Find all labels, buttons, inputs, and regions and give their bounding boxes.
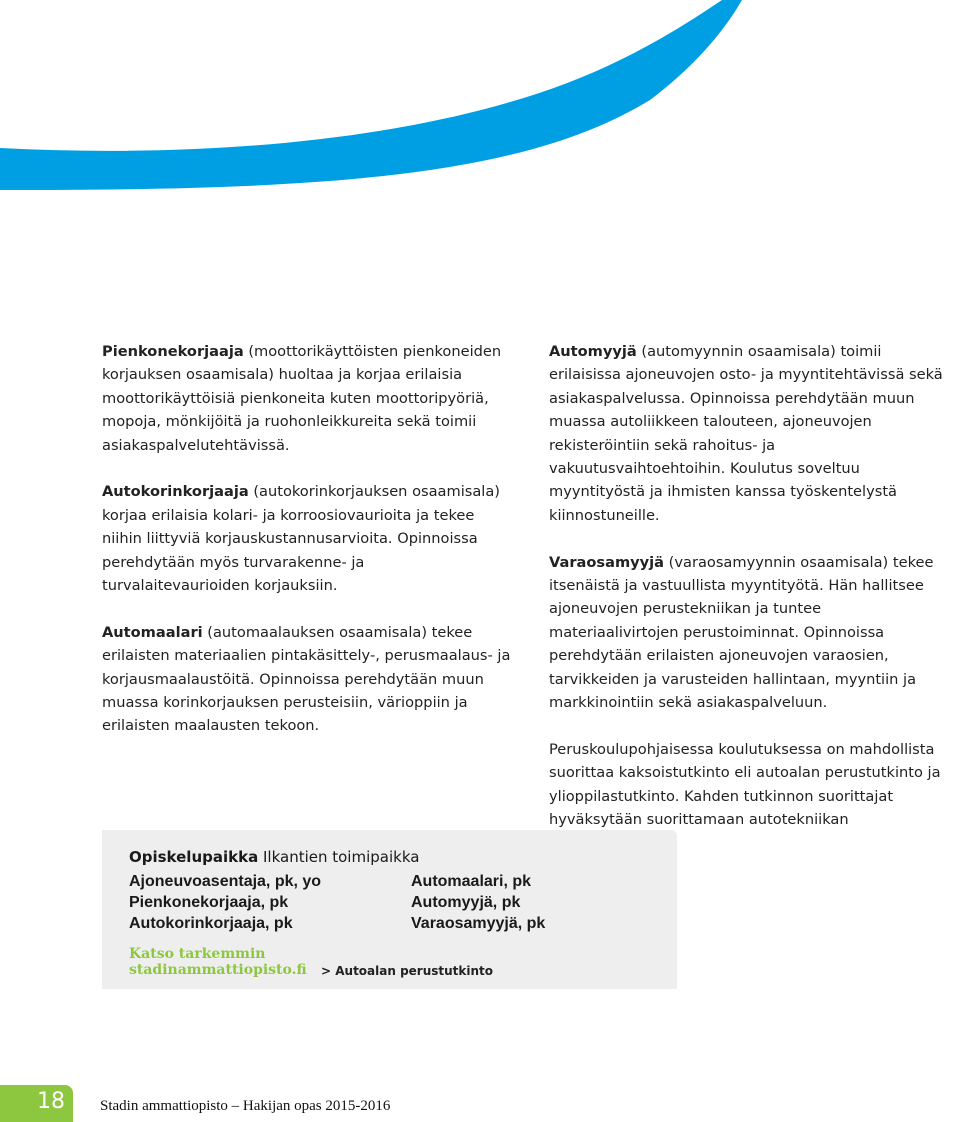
paragraph-automyyja: Automyyjä (automyynnin osaamisala) toimii erilaisissa ajoneuvojen osto- ja myyntitehtävissä sekä asiakaspalvelussa. Opinnoissa perehdytään muun muassa autoliikkeen talouteen, ajoneuvojen rekisteröintiin sekä rahoitus- ja vakuutusvaihtoehtoihin. Koulutus soveltuu myyntityöstä ja ihmisten kanssa työskentelystä kiinnostuneille.: [549, 343, 943, 524]
paragraph-autokorinkorjaaja: Autokorinkorjaaja (autokorinkorjauksen osaamisala) korjaa erilaisia kolari- ja korroosiovaurioita ja tekee niihin liittyviä korjauskustannusarvioita. Opinnoissa perehdytään myös turvarakenne- ja turvalaitevaurioiden korjauksiin.: [102, 483, 500, 595]
paragraph-kaksoistutkinto: Peruskoulupohjaisessa koulutuksessa on mahdollista suorittaa kaksoistutkinto eli autoalan perustutkinto ja ylioppilastutkinto. Kahden tutkinnon suorittajat hyväksytään suorittamaan autotekniikan: [549, 740, 941, 829]
qualification-item: Automyyjä, pk: [411, 894, 521, 911]
footer-text: Stadin ammattiopisto – Hakijan opas 2015-2016: [100, 1098, 391, 1114]
qualification-item: Varaosamyyjä, pk: [411, 915, 546, 932]
qualification-item: Autokorinkorjaaja, pk: [129, 915, 293, 932]
page-number: 18: [37, 1089, 65, 1114]
more-info-link[interactable]: > Autoalan perustutkinto: [321, 964, 494, 978]
qualification-item: Ajoneuvoasentaja, pk, yo: [129, 873, 322, 890]
website-link[interactable]: Katso tarkemmin stadinammattiopisto.fi: [129, 946, 307, 978]
study-place-line: Opiskelupaikka Ilkantien toimipaikka: [129, 848, 420, 866]
paragraph-automaalari: Automaalari (automaalauksen osaamisala) tekee erilaisten materiaalien pintakäsittely-, perusmaalaus- ja korjausmaalaustöitä. Opinnoissa perehdytään muun muassa korinkorjauksen perusteisiin, värioppiin ja erilaisten maalausten tekoon.: [102, 623, 511, 735]
study-place-infobox: [102, 830, 677, 989]
paragraph-varaosamyyja: Varaosamyyjä (varaosamyynnin osaamisala) tekee itsenäistä ja vastuullista myyntityötä. Hän hallitsee ajoneuvojen perustekniikan ja tuntee materiaalivirtojen perustoiminnat. Opinnoissa perehdytään erilaisten ajoneuvojen varaosien, tarvikkeiden ja varusteiden hallintaan, myyntiin ja markkinointiin sekä asiakaspalveluun.: [549, 553, 934, 712]
qualification-list-1: [129, 871, 321, 934]
qualification-item: Automaalari, pk: [411, 873, 532, 890]
right-column: [549, 340, 949, 878]
qualification-item: Pienkonekorjaaja, pk: [129, 894, 289, 911]
paragraph-pienkonekorjaaja: Pienkonekorjaaja (moottorikäyttöisten pienkoneiden korjauksen osaamisala) huoltaa ja korjaa erilaisia moottorikäyttöisiä pienkoneita kuten moottoripyöriä, mopoja, mönkijöitä ja ruohonleikkureita sekä toimii asiakaspalvelutehtävissä.: [102, 343, 502, 454]
blue-swoosh-decoration: [0, 0, 960, 200]
qualification-list-2: [411, 871, 545, 934]
left-column: [102, 340, 512, 761]
